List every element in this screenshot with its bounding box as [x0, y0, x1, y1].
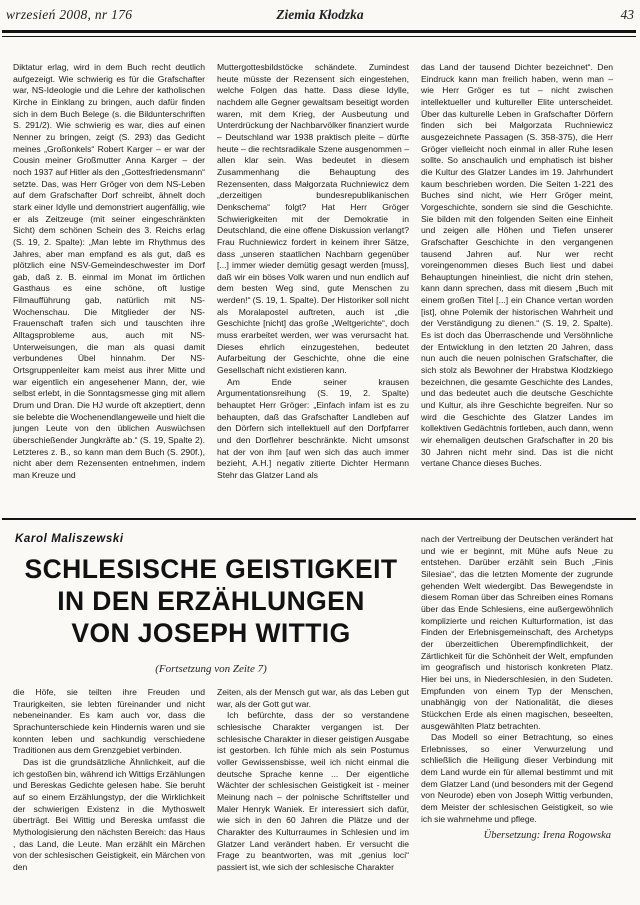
article-title-line1: SCHLESISCHE GEISTIGKEIT: [24, 554, 398, 584]
paragraph: Am Ende seiner krausen Argumentationsreihung (S. 19, 2. Spalte) behauptet Herr Gröger: „Einfach infam ist es zu behaupten, daß das Grafschafter Landleben auf den Dörfern sich intellektuell auf den Dorfpfarrer und den Dorflehrer beschränkte. Nicht umsonst hat der von ihm [auf wen sich das auch immer bezieht, A.H.] negativ zitierte Dichter Hermann Stehr das Glatzer Land als: [217, 376, 409, 480]
article-head-block: [13, 529, 409, 893]
bottom-column-3: [421, 534, 613, 825]
translation-credit: Übersetzung: Irena Rogowska: [483, 830, 611, 842]
header-divider-rule: [2, 30, 636, 37]
article-author: Karol Maliszewski: [15, 533, 124, 545]
bottom-column-1: [13, 687, 205, 893]
paragraph: Diktatur erlag, wird in dem Buch recht deutlich aufgezeigt. Wie schwierig es für die Grafschafter war, NS-Ideologie und die Lehre der katholischen Kirche in Einklang zu bringen, auch dafür finden sich in dem Buch Belege (s. die Bildunterschriften S. 291/2). Wie schwierig es war, dies auf einen Nenner zu bringen, zeigt (S. 293) das Gedicht meines „Großonkels“ Robert Karger – er war der Cousin meiner Großmutter Anna Karger – der noch 1937 auf Hitler als den „Gottesfriedensmann“ setzte. Das, was Herr Gröger von dem NS-Leben auf dem Grafschafter Dorf schreibt, ähnelt doch stark einer Idylle und demonstriert augenfällig, wie er als Zeitzeuge (mit seiner eingeschränkten Sicht) dem schönen Schein des 3. Reichs erlag (S. 19, 2. Spalte): „Man lebte im Rhythmus des Jahres, aber man empfand es als gut, daß es plötzlich eine NSV-Gemeindeschwester im Dorf gab, daß z. B. einmal im Monat im örtlichen Gasthaus es eine schöne, oft lustige Filmaufführung gab, natürlich mit NS-Wochenschau. Die Mitglieder der NS-Frauenschaft trafen sich und tauschten ihre Alltagsprobleme aus, auch mit NS-Unterweisungen, die man als quasi damit verbundenes Übel hinnahm. Der NS-Ortsgruppenleiter kam meist aus ihrer Mitte und war eigentlich ein angesehener Mann, der, wie selbst erlebt, in die Sonntagsmesse ging mit allem Drum und Dran. Die HJ wurde oft akzeptiert, denn sie belebte die Wochenendlangeweile und hielt die jungen Leute von den üblichen Auswüchsen überschießender Jungkräfte ab.“ (S. 19, Spalte 2). Letzteres z. B., so kann man dem Buch (S. 290f.), nicht aber dem Rezensenten entnehmen, indem man Kreuze und: [13, 62, 205, 480]
bottom-text-columns: [13, 687, 409, 893]
article-title-line2: IN DEN ERZÄHLUNGEN: [57, 586, 365, 616]
paragraph: Zeiten, als der Mensch gut war, als das Leben gut war, als der Gott gut war.: [217, 687, 409, 709]
issue-date: wrzesień 2008, nr 176: [6, 7, 133, 22]
paragraph: das Land der tausend Dichter bezeichnet“. Den Eindruck kann man freilich haben, wenn man – wie Herr Gröger es tut – nicht zwischen intellektueller und kultureller Elite unterscheidet. Über das kulturelle Leben in Grafschafter Dörfern finden sich bei Małgorzata Ruchniewicz ausgezeichnete Passagen (S. 358-375), die Herr Gröger vielleicht noch einmal in aller Ruhe lesen sollte. So anschaulich und emphatisch ist bisher die Kultur des Glatzer Landes im 19. Jahrhundert kaum beschrieben worden. Die Seiten 1-221 des Buches sind nicht, wie Herr Gröger meint, Vorgeschichte, sondern sie sind die Geschichte. Sie bilden mit den folgenden Seiten eine Einheit und zeigen alle Höhen und Tiefen unserer Grafschafter Geschichte in den vergangenen tausend Jahren auf. Nur wer recht voreingenommen dieses Buch liest und dabei Behauptungen hineinliest, die nicht drin stehen, kann dann sprechen, dass mit diesem „Buch mit einem großen Titel [...] ein Chance vertan worden [ist], ohne Polemik der historischen Wahrheit und der Verständigung zu dienen.“ (S. 19, 2. Spalte). Es ist doch das Überraschende und Versöhnliche der Entwicklung in den letzten 20 Jahren, dass nun auch die neuen polnischen Grafschafter, die sich stolz als Bewohner der Hrabstwa Kłodzkiego bezeichnen, die gesamte Geschichte des Landes, und das bedeutet auch die deutsche Geschichte und Kultur, als ihre Geschichte begreifen. Nur so wird die Geschichte des Glatzer Landes im kollektiven Gedächtnis fortleben, auch dann, wenn wir ehemaligen deutschen Grafschafter in 20 bis 30 Jahren nicht mehr sind. Das ist die nicht vertane Chance dieses Buches.: [421, 62, 613, 469]
paragraph: Das Modell so einer Betrachtung, so eines Erlebnisses, so einer Verwurzelung und schließlich die Heiligung dieser Verbindung mit dem Land wurde ein für allemal bestimmt und mit dem Glatzer Land (und besonders mit der Gegend von Neurode) eben von Joseph Wittig verbunden, dem Meister der schlesischen Geistigkeit, so wie ich sie wahrnehme und pflege.: [421, 732, 613, 824]
page-header: [6, 7, 634, 23]
paragraph: Ich befürchte, dass der so verstandene schlesische Charakter vergangen ist. Der schlesische Charakter in dieser geistigen Ausgabe ist gestorben. Ich fühle mich als sein Postumus voller Gewissensbisse, weil ich nicht einmal die deutsche Sprache kenne ... Der eigentliche Wächter der schlesischen Geistigkeit ist - meiner Meinung nach – der polnische Schriftsteller und Maler Henryk Waniek. Er interessiert sich dafür, wie sich in den 60 Jahren die Plätze und der Charakter des Kulturraumes in Schlesien und im Glatzer Land verändert haben. Er versucht die Frage zu beantworten, was mit „genius loci“ passiert ist, wie sich der schlesische Charakter: [217, 710, 409, 872]
article-title-line3: VON JOSEPH WITTIG: [71, 618, 351, 648]
bottom-column-2: [217, 687, 409, 893]
paragraph: nach der Vertreibung der Deutschen verändert hat und wie er beginnt, mit Mühe aufs Neue zu entstehen. Darüber erzählt sein Buch „Finis Silesiae“, das die letzten Momente der zugrunde gehenden Welt wiedergibt. Das Bewegendste in diesem Roman über das Schreiben eines Romans über das Ende Schlesiens, eine außergewöhnlich komplizierte und reichen Kulturformation, ist das Finden der Erlebnisgemeinschaft, des Archetyps der überzeitlichen Überempfindlichkeit, der Zärtlichkeit für die Schönheit der Welt, empfunden im geografisch und historisch konkreten Platz. Hier bei uns, in Niederschlesien, in den Sudeten. Empfunden von einem Typ der Menschen, unabhängig von der Nationalität, die dieses Stückchen Erde als einen magischen, beseelten, ausgewählten Platz betrachten.: [421, 534, 613, 731]
top-text-section: [13, 62, 613, 512]
bottom-section: [13, 529, 613, 893]
section-divider-rule: [2, 518, 636, 520]
article-title: [13, 553, 409, 649]
journal-title: Ziemia Kłodzka: [276, 7, 364, 22]
page-number: 43: [620, 7, 634, 22]
paragraph: Muttergottesbildstöcke schändete. Zumindest heute müsste der Rezensent sich eingestehen, welche Folgen das hatte. Dass diese Idylle, nachdem alle Gegner gewaltsam beseitigt worden waren, mit dem Krieg, der Ausbeutung und Unterdrückung der Nachbarvölker finanziert wurde – Deutschland war 1938 praktisch pleite – dürfte heute – die rechtsradikale Szene ausgenommen – allen klar sein. Was bedeutet in diesem Zusammenhang die Behauptung des Rezensenten, dass Małgorzata Ruchniewicz dem „derzeitigen bundesrepublikanischen Denkschema“ folgt? Hat Herr Gröger Schwierigkeiten mit der Demokratie in Deutschland, die eine offene Diskussion verlangt? Frau Ruchniewicz fordert in keinem ihrer Sätze, dass „unseren staatlichen Nachbarn gegenüber [...] immer wieder demütig gesagt werden [muss], daß wir ein böses Volk waren und nun endlich auf dem besten Weg sind, gute Menschen zu werden!“ (S. 19, 1. Spalte). Der Historiker soll nicht als Moralapostel auftreten, auch ist „die Geschichte [nicht] das große „Weltgerichte“, doch muss erarbeitet werden, wer was verursacht hat. Dieses ehrlich einzugestehen, bedeutet Aufarbeitung der Geschichte, ohne die eine Gesellschaft nicht existieren kann.: [217, 62, 409, 376]
paragraph: die Höfe, sie teilten ihre Freuden und Traurigkeiten, sie lebten füreinander und nicht nebeneinander. Es kam auch vor, dass die Sprachunterschiede kein Hindernis waren und sie konnten leben und sachkundig verschiedene Traditionen aus dem Grenzgebiet verbinden.: [13, 687, 205, 756]
bottom-column-3-wrap: [421, 529, 613, 893]
paragraph: Das ist die grundsätzliche Ähnlichkeit, auf die ich gestoßen bin, während ich Wittigs Erzählungen und Bereskas Gedichte gelesen habe. Sie beruht auf so einem Erzählungstyp, der die Wirklichkeit der schwierigen Existenz in die Mythoswelt überträgt. Bei Wittig und Bereska umfasst die Mythologisierung den nächsten Bereich: das Haus , das Land, die Leute. Man erzählt ein Märchen von der schlesischen Geistigkeit, ein Märchen von den: [13, 756, 205, 872]
top-column-3: [421, 62, 613, 512]
continuation-note: (Fortsetzung von Zeite 7): [155, 663, 267, 675]
top-column-2: [217, 62, 409, 512]
top-column-1: [13, 62, 205, 512]
